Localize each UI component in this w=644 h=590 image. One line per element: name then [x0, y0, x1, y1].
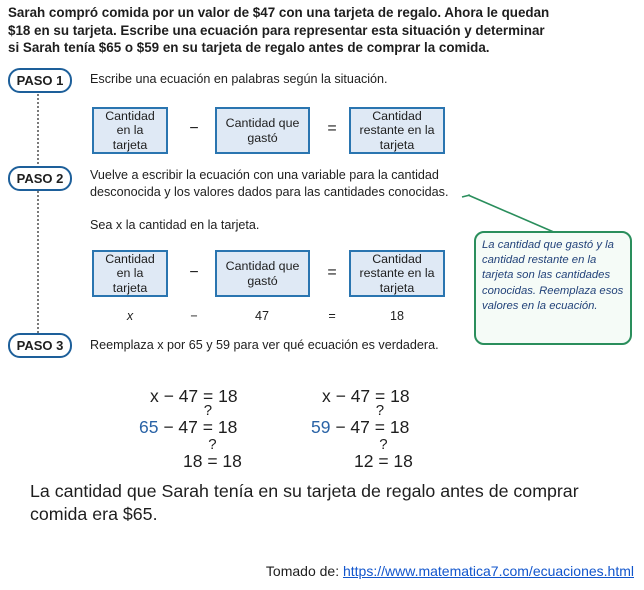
equation-left-row1: [150, 386, 238, 407]
substituted-value-59: 59: [311, 417, 331, 437]
question-equals: [202, 402, 213, 438]
equation-text: 18: [384, 417, 410, 437]
step2-equals: =: [327, 264, 337, 281]
equals-sign: =: [378, 451, 389, 471]
source-link[interactable]: https://www.matematica7.com/ecuaciones.html: [342, 563, 634, 579]
step2-box-card-amount: Cantidad en la tarjeta: [92, 250, 168, 297]
problem-line: $18 en su tarjeta. Escribe una ecuación para representar esta situación y determinar: [8, 22, 545, 38]
step1-box-remaining: Cantidad restante en la tarjeta: [349, 107, 445, 154]
value-minus: −: [190, 309, 198, 323]
equals-sign: =: [202, 417, 213, 437]
step2-subtext: Sea x la cantidad en la tarjeta.: [90, 218, 260, 232]
step-connector: [37, 188, 39, 333]
equation-text: 12: [354, 451, 379, 471]
equals-sign: =: [374, 417, 385, 437]
value-18: 18: [389, 309, 404, 323]
substituted-value-65: 65: [139, 417, 159, 437]
equation-text: 18: [212, 417, 238, 437]
equation-left-row3: [183, 436, 242, 472]
value-47: 47: [254, 309, 269, 323]
question-mark: ?: [203, 402, 213, 419]
step1-box-card-amount: Cantidad en la tarjeta: [92, 107, 168, 154]
conclusion-text: La cantidad que Sarah tenía en su tarjeta de regalo antes de comprar comida era $65.: [30, 481, 579, 524]
step1-box-spent: Cantidad que gastó: [215, 107, 310, 154]
step2-box-spent: Cantidad que gastó: [215, 250, 310, 297]
problem-line: si Sarah tenía $65 o $59 en su tarjeta de regalo antes de comprar la comida.: [8, 40, 490, 55]
step3-text: Reemplaza x por 65 y 59 para ver qué ecuación es verdadera.: [90, 338, 439, 352]
step2-minus: −: [189, 264, 199, 281]
question-equals: [374, 402, 385, 438]
step-connector: [37, 90, 39, 168]
equals-sign: =: [207, 451, 218, 471]
equation-text: − 47: [158, 417, 203, 437]
equation-text: − 47: [330, 417, 375, 437]
step1-text: Escribe una ecuación en palabras según la situación.: [90, 72, 388, 86]
question-equals: [207, 436, 218, 472]
equation-text: 18: [388, 451, 413, 471]
equation-left-row2: [139, 402, 238, 438]
value-equals: =: [328, 309, 336, 323]
equation-text: x − 47 = 18: [322, 386, 410, 406]
equation-right-row2: [311, 402, 410, 438]
step1-badge: PASO 1: [8, 68, 72, 93]
step2-text-line: desconocida y los valores dados para las cantidades conocidas.: [90, 185, 449, 199]
equation-right-row1: [322, 386, 410, 407]
callout-pointer: [440, 185, 560, 237]
question-equals: [378, 436, 389, 472]
step2-box-remaining: Cantidad restante en la tarjeta: [349, 250, 445, 297]
equation-text: 18: [217, 451, 242, 471]
value-x: x: [126, 309, 134, 323]
problem-line: Sarah compró comida por un valor de $47 con una tarjeta de regalo. Ahora le quedan: [8, 5, 550, 20]
step2-text-line: Vuelve a escribir la ecuación con una variable para la cantidad: [90, 168, 439, 182]
source-prefix: Tomado de:: [265, 563, 343, 579]
question-mark: ?: [379, 436, 388, 453]
step2-text: [90, 167, 448, 201]
step3-badge: PASO 3: [8, 333, 72, 358]
step1-equals: =: [327, 120, 337, 137]
equation-right-row3: [354, 436, 413, 472]
source-citation: [266, 563, 634, 579]
question-mark: ?: [375, 402, 385, 419]
equation-text: 18: [183, 451, 208, 471]
question-mark: ?: [208, 436, 217, 453]
callout-note: La cantidad que gastó y la cantidad restante en la tarjeta son las cantidades conocidas. Reemplaza esos valores en la ecuación.: [474, 231, 632, 345]
step1-minus: −: [189, 120, 199, 137]
equation-text: x − 47 = 18: [150, 386, 238, 406]
problem-statement: [8, 4, 628, 57]
step2-badge: PASO 2: [8, 166, 72, 191]
